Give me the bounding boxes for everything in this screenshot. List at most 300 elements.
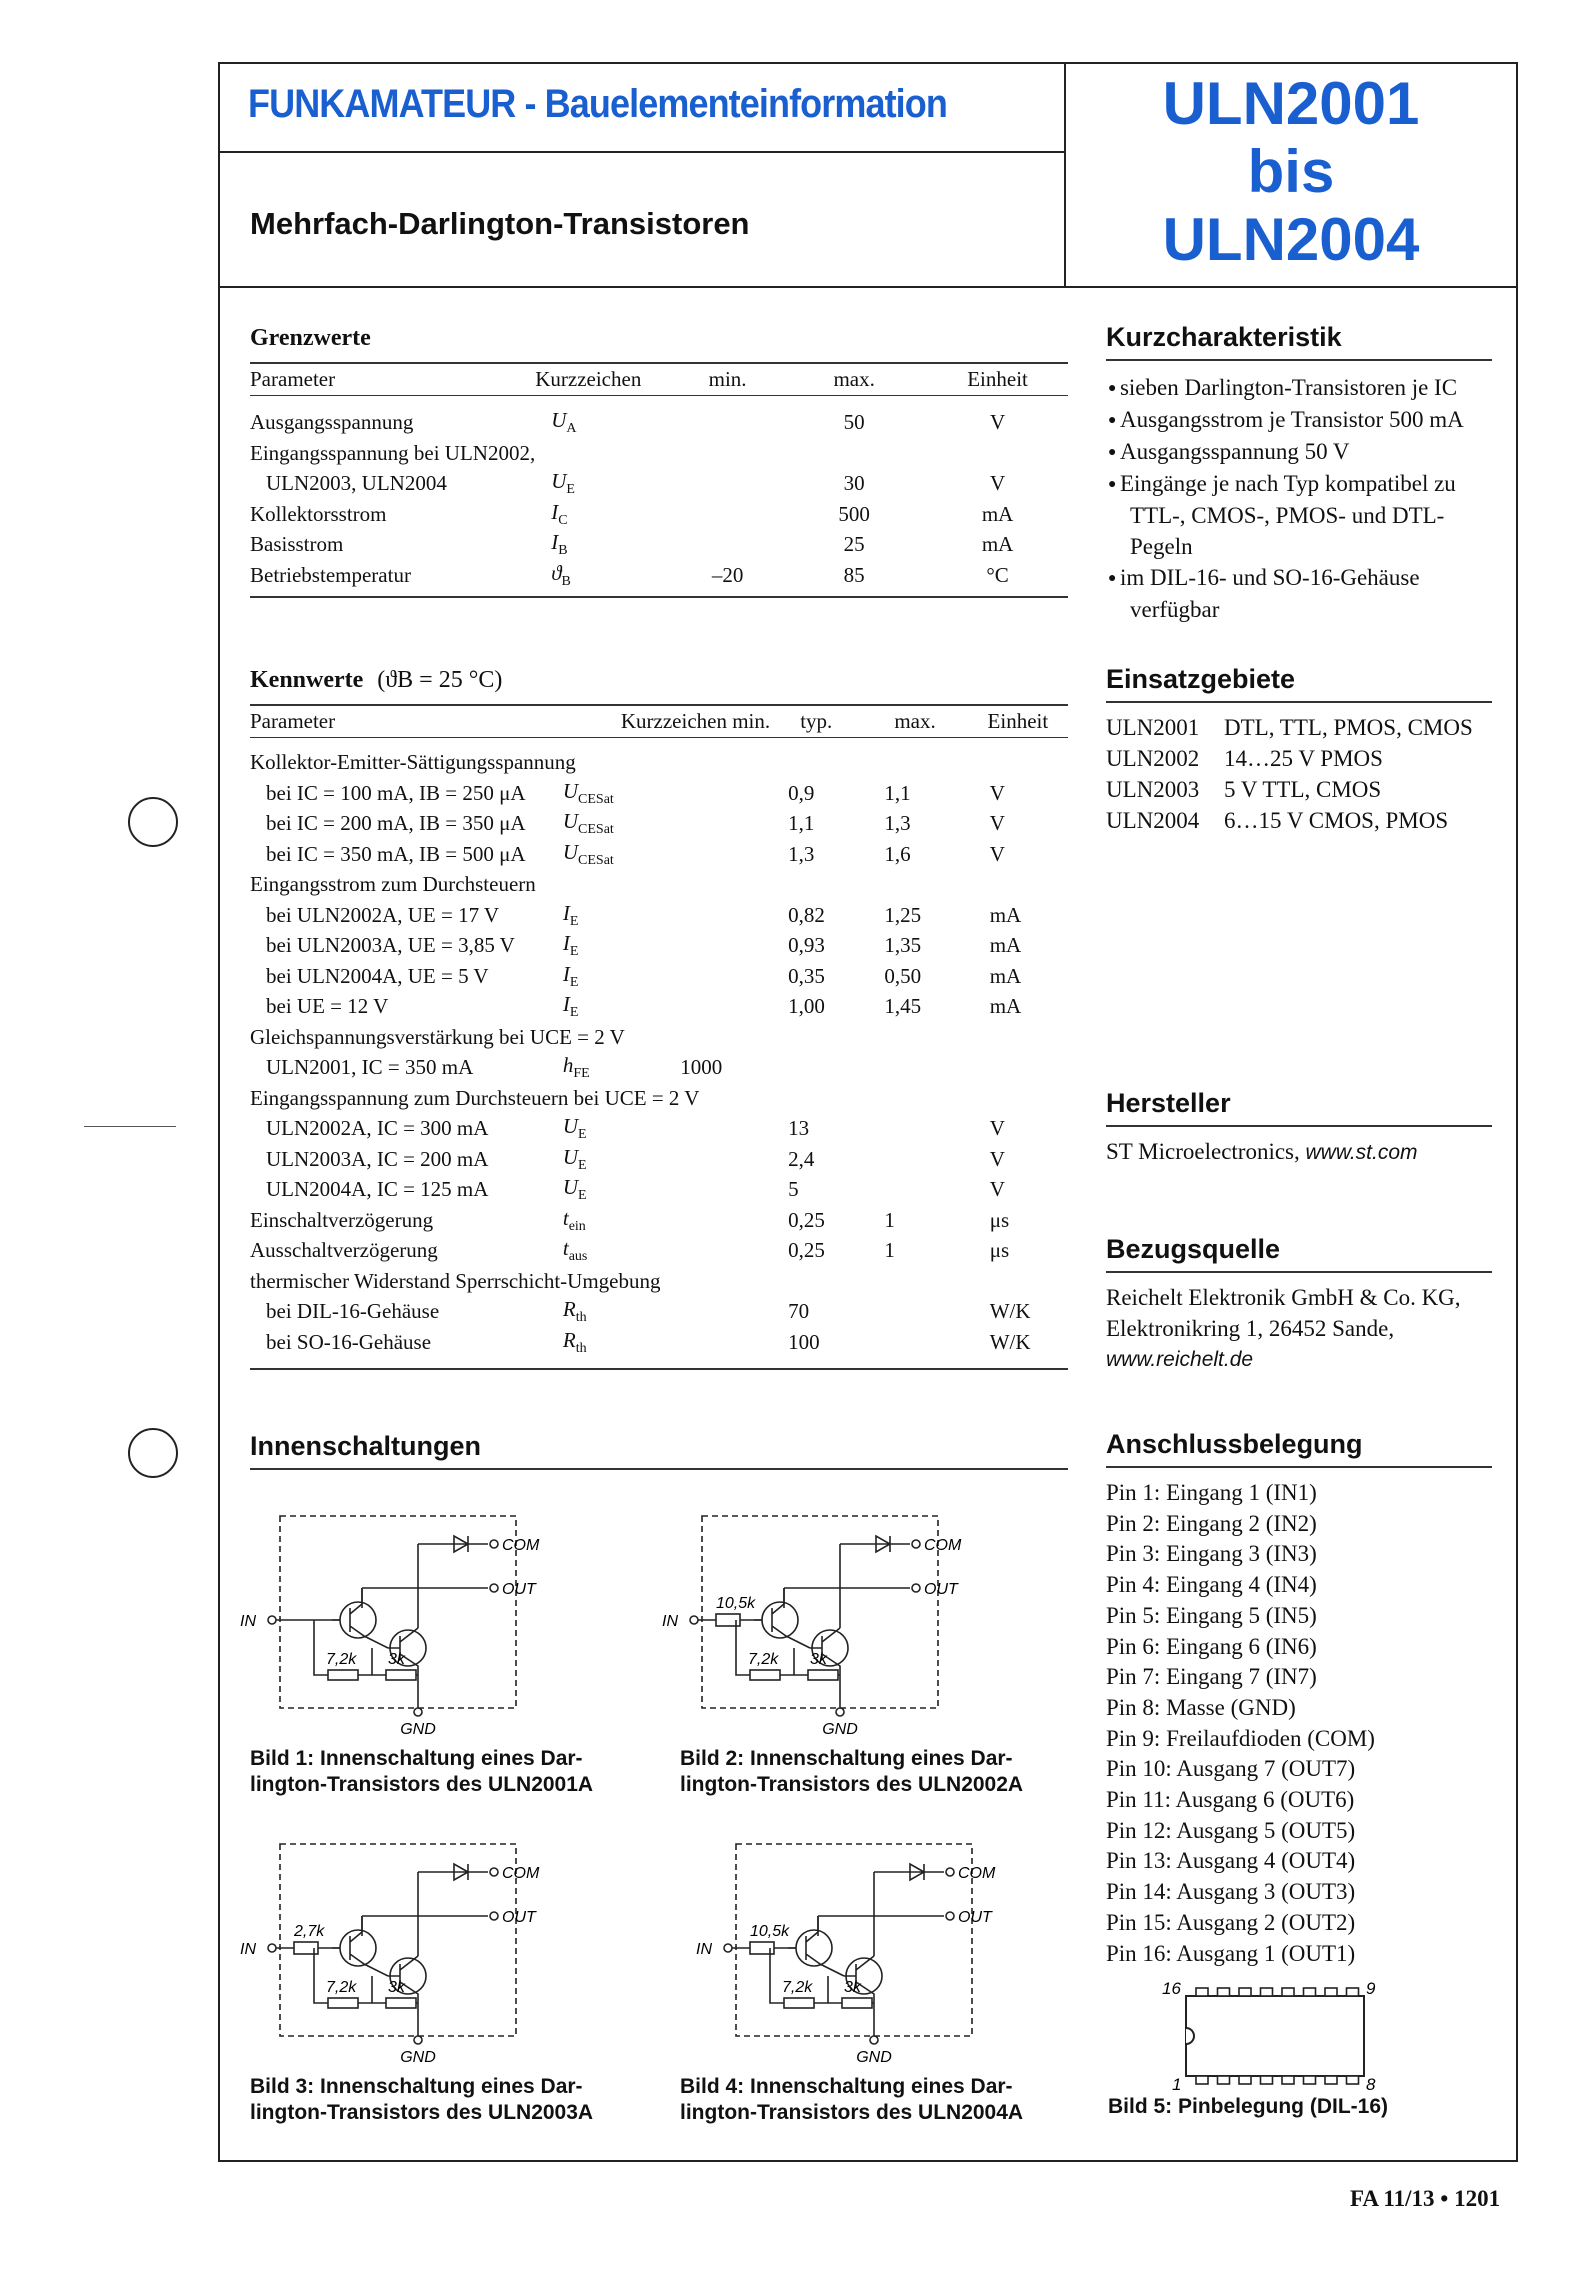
kennwerte-row (250, 1175, 1068, 1206)
bezugsquelle-line-1: Reichelt Elektronik GmbH & Co. KG, (1106, 1285, 1461, 1310)
circuit-boundary (702, 1516, 938, 1708)
unit-cell: V (989, 410, 1006, 435)
symbol-subscript: E (569, 913, 579, 929)
grenzwerte-title: Grenzwerte (250, 325, 371, 351)
gnd-label: GND (856, 2049, 892, 2066)
gnd-label: GND (400, 1721, 436, 1738)
symbol: U (562, 1144, 579, 1169)
binder-mark (84, 1126, 176, 1127)
max-cell (781, 438, 927, 469)
resistor-7k2-icon (784, 1998, 814, 2008)
symbol-subscript: ein (568, 1218, 586, 1234)
pin-list (1106, 1478, 1506, 1969)
symbol: U (562, 1114, 579, 1139)
einsatzgebiete-rule (1106, 701, 1492, 703)
typ-cell: 0,35 (788, 963, 825, 988)
resistor-3k-label: 3k (388, 1979, 405, 1996)
einsatzgebiete-title: Einsatzgebiete (1106, 664, 1296, 694)
bezugsquelle-link[interactable]: www.reichelt.de (1106, 1348, 1254, 1371)
param-cell: bei DIL-16-Gehäuse (266, 1299, 440, 1324)
collector-wires (784, 1544, 910, 1628)
kennwerte-title: Kennwerte (250, 667, 364, 693)
symbol-cell (557, 1144, 632, 1175)
gnd-terminal-icon (414, 1708, 422, 1716)
bild-1-caption (250, 1746, 593, 1798)
min-cell: 1000 (680, 1055, 723, 1080)
min-cell: –20 (711, 562, 744, 587)
param-cell: Einschaltverzögerung (250, 1207, 434, 1232)
ic-pin (1282, 2076, 1294, 2084)
unit-cell: mA (989, 933, 1022, 958)
unit-cell: mA (989, 902, 1022, 927)
symbol-cell (535, 408, 674, 439)
resistor-3k-icon (386, 1998, 416, 2008)
circuit-schematic (696, 1836, 1034, 2066)
bild-2-caption (680, 1746, 1023, 1798)
kurzcharakteristik-item (1106, 562, 1506, 625)
collector-wires (362, 1544, 488, 1628)
kurzcharakteristik-item (1106, 372, 1506, 404)
resistor-7k2-label: 7,2k (782, 1979, 813, 1996)
kennwerte-row (250, 1053, 1068, 1084)
ic-label-8: 8 (1366, 2075, 1376, 2094)
symbol: R (562, 1327, 576, 1352)
kennwerte-row (250, 1266, 1068, 1297)
max-cell: 1 (884, 1238, 895, 1263)
max-cell: 500 (838, 501, 870, 526)
grenzwerte-row (250, 408, 1068, 439)
min-cell (632, 778, 770, 809)
pin-item: Pin 14: Ausgang 3 (OUT3) (1106, 1879, 1356, 1905)
caption-line-2: lington-Transistors des ULN2003A (250, 2101, 594, 2124)
innenschaltungen-title: Innenschaltungen (250, 1431, 482, 1461)
ic-pin (1239, 2076, 1251, 2084)
unit-cell: V (989, 1177, 1005, 1202)
einsatzgebiete-row (1106, 743, 1506, 774)
unit-cell: mA (981, 501, 1014, 526)
einsatz-part: ULN2003 (1106, 777, 1200, 802)
min-cell (632, 1144, 770, 1175)
typ-cell: 2,4 (788, 1146, 815, 1171)
grenzwerte-row (250, 438, 1068, 469)
symbol-cell (535, 469, 674, 500)
kennwerte-row (250, 809, 1068, 840)
resistor-7k2-label: 7,2k (326, 1651, 357, 1668)
ic-pin (1261, 2076, 1273, 2084)
part-line-3: ULN2004 (1162, 206, 1420, 273)
kurzcharakteristik-text: Eingänge je nach Typ kompatibel zu TTL-, CMOS-, PMOS- und DTL-Pegeln (1119, 471, 1456, 559)
symbol-cell (557, 1297, 632, 1328)
resistor-3k-icon (386, 1670, 416, 1680)
bezugsquelle-text (1106, 1282, 1506, 1375)
symbol-subscript: E (566, 482, 575, 498)
out-label: OUT (924, 1581, 958, 1598)
symbol: U (551, 469, 567, 494)
symbol: I (562, 900, 570, 925)
grenzwerte-bottom-rule (250, 596, 1068, 598)
param-cell: bei IC = 200 mA, IB = 350 μA (266, 811, 526, 836)
kennwerte-row (250, 961, 1068, 992)
part-line-2: bis (1247, 138, 1335, 205)
symbol-cell (557, 839, 632, 870)
symbol-subscript: CESat (578, 791, 614, 807)
kurzcharakteristik-rule (1106, 359, 1492, 361)
unit-cell: mA (989, 994, 1022, 1019)
circuit-boundary (736, 1844, 972, 2036)
ic-pin (1304, 1988, 1316, 1996)
grenzwerte-row (250, 560, 1068, 591)
pin-item: Pin 1: Eingang 1 (IN1) (1106, 1480, 1317, 1505)
resistor-3k-label: 3k (388, 1651, 405, 1668)
max-cell: 0,50 (884, 963, 922, 988)
transistor-1-leads (772, 1588, 810, 1648)
circuit-lines (690, 1516, 938, 1716)
kurzcharakteristik-text: sieben Darlington-Transistoren je IC (1119, 375, 1458, 400)
kurzcharakteristik-text: Ausgangsstrom je Transistor 500 mA (1119, 407, 1464, 432)
min-cell (632, 1297, 770, 1328)
kurzcharakteristik-text: Ausgangsspannung 50 V (1119, 439, 1350, 464)
header-rule-2 (218, 286, 1518, 288)
min-cell (632, 961, 770, 992)
max-cell: 1,6 (884, 841, 911, 866)
column-header: Einheit (968, 706, 1068, 737)
kurzcharakteristik-item (1106, 468, 1506, 562)
max-cell (862, 1114, 967, 1145)
symbol-subscript: CESat (578, 852, 614, 868)
out-terminal-icon (912, 1584, 920, 1592)
in-terminal-icon (724, 1944, 732, 1952)
symbol-subscript: B (558, 543, 568, 559)
einsatz-part: ULN2004 (1106, 808, 1200, 833)
max-cell: 25 (843, 532, 865, 557)
grenzwerte-row (250, 499, 1068, 530)
kennwerte-row (250, 1236, 1068, 1267)
symbol-subscript: B (561, 573, 571, 589)
max-cell: 50 (843, 410, 865, 435)
com-label: COM (924, 1537, 962, 1554)
transistor-1-leads (350, 1916, 388, 1976)
param-cell: bei UE = 12 V (266, 994, 389, 1019)
symbol: ϑ (551, 560, 562, 585)
symbol-cell (557, 1205, 632, 1236)
column-header: Kurzzeichen (535, 364, 674, 395)
max-cell (862, 1297, 967, 1328)
kennwerte-row (250, 992, 1068, 1023)
pin-item: Pin 5: Eingang 5 (IN5) (1106, 1602, 1317, 1628)
column-header: max. (781, 364, 927, 395)
ic-notch (1186, 2028, 1194, 2044)
unit-cell (927, 438, 1068, 469)
min-cell (632, 1327, 770, 1358)
ic-label-9: 9 (1366, 1979, 1376, 1998)
param-cell: Ausgangsspannung (250, 410, 414, 435)
grenzwerte-header-row (250, 364, 1068, 395)
anschlussbelegung-title: Anschlussbelegung (1106, 1429, 1363, 1459)
min-cell (632, 1114, 770, 1145)
typ-cell: 5 (788, 1177, 799, 1202)
symbol-cell (557, 900, 632, 931)
kennwerte-row (250, 1022, 1068, 1053)
kennwerte-row (250, 748, 1068, 779)
page-footer: FA 11/13 • 1201 (1350, 2186, 1501, 2211)
typ-cell: 0,93 (788, 933, 825, 958)
symbol: I (562, 992, 570, 1017)
param-cell: bei IC = 100 mA, IB = 250 μA (266, 780, 526, 805)
symbol: U (562, 778, 579, 803)
symbol-cell (535, 438, 674, 469)
column-header: max. (862, 706, 967, 737)
einsatzgebiete-row (1106, 774, 1506, 805)
input-resistor-label: 2,7k (294, 1923, 325, 1940)
param-cell: Betriebstemperatur (250, 562, 411, 587)
bezugsquelle-line-2: Elektronikring 1, 26452 Sande, (1106, 1316, 1395, 1341)
caption-line-1: Bild 4: Innenschaltung eines Dar- (680, 2075, 1013, 2098)
dil16-package (1160, 1976, 1380, 2096)
symbol: R (562, 1297, 576, 1322)
hersteller-link[interactable]: www.st.com (1305, 1141, 1418, 1164)
unit-cell: mA (989, 963, 1022, 988)
bezugsquelle-rule (1106, 1271, 1492, 1273)
symbol-subscript: A (566, 421, 577, 437)
unit-cell: μs (989, 1238, 1010, 1263)
symbol-cell (535, 530, 674, 561)
symbol: h (562, 1053, 574, 1078)
spacer-cell (250, 737, 557, 748)
in-label: IN (696, 1941, 712, 1958)
min-cell (674, 530, 781, 561)
symbol-cell (557, 1327, 632, 1358)
circuit-1 (240, 1508, 578, 1743)
einsatz-part: ULN2001 (1106, 715, 1200, 740)
gnd-label: GND (400, 2049, 436, 2066)
pin-item: Pin 4: Eingang 4 (IN4) (1106, 1572, 1317, 1598)
symbol-cell (557, 809, 632, 840)
ic-label-16: 16 (1162, 1979, 1181, 1998)
typ-cell: 0,25 (788, 1238, 825, 1263)
min-cell (674, 469, 781, 500)
com-terminal-icon (490, 1540, 498, 1548)
pin-item: Pin 13: Ausgang 4 (OUT4) (1106, 1848, 1356, 1874)
unit-cell: V (989, 1116, 1005, 1141)
einsatzgebiete-list (1106, 712, 1506, 836)
pin-item: Pin 8: Masse (GND) (1106, 1694, 1296, 1720)
symbol-subscript: E (578, 1127, 587, 1143)
unit-cell: V (989, 780, 1005, 805)
param-cell: Eingangsstrom zum Durchsteuern (250, 872, 536, 897)
gnd-terminal-icon (414, 2036, 422, 2044)
symbol: t (562, 1236, 569, 1261)
min-cell (632, 1175, 770, 1206)
input-resistor-label: 10,5k (750, 1923, 790, 1940)
symbol-cell (557, 961, 632, 992)
symbol: t (562, 1205, 569, 1230)
pin-item: Pin 9: Freilaufdioden (COM) (1106, 1725, 1375, 1751)
circuit-schematic (240, 1836, 578, 2066)
gnd-terminal-icon (836, 1708, 844, 1716)
resistor-7k2-label: 7,2k (748, 1651, 779, 1668)
ic-pin (1261, 1988, 1273, 1996)
circuit-lines (268, 1516, 516, 1716)
com-terminal-icon (946, 1868, 954, 1876)
resistor-7k2-icon (750, 1670, 780, 1680)
in-terminal-icon (268, 1616, 276, 1624)
einsatzgebiete-row (1106, 712, 1506, 743)
einsatz-part: ULN2002 (1106, 746, 1200, 771)
ic-pin (1325, 2076, 1337, 2084)
symbol-subscript: E (569, 1005, 579, 1021)
unit-cell: V (989, 811, 1005, 836)
com-label: COM (502, 1865, 540, 1882)
param-cell: ULN2003, ULN2004 (266, 471, 447, 496)
param-cell: Eingangsspannung bei ULN2002, (250, 440, 536, 465)
resistor-3k-label: 3k (810, 1651, 827, 1668)
column-header: Parameter (250, 364, 535, 395)
param-cell: bei ULN2003A, UE = 3,85 V (266, 933, 515, 958)
max-cell: 85 (843, 562, 865, 587)
column-header: typ. (770, 706, 862, 737)
caption-line-1: Bild 2: Innenschaltung eines Dar- (680, 1747, 1013, 1770)
in-label: IN (240, 1941, 256, 1958)
symbol-cell (557, 992, 632, 1023)
bullet-icon: ● (1108, 413, 1120, 428)
param-cell: thermischer Widerstand Sperrschicht-Umgebung (250, 1268, 661, 1293)
bezugsquelle-title: Bezugsquelle (1106, 1234, 1281, 1264)
kennwerte-row (250, 1205, 1068, 1236)
pin-item: Pin 2: Eingang 2 (IN2) (1106, 1510, 1317, 1536)
param-cell: Eingangsspannung zum Durchsteuern bei UCE = 2 V (250, 1085, 700, 1110)
ic-pin (1347, 2076, 1359, 2084)
unit-cell: W/K (989, 1299, 1031, 1324)
param-cell: ULN2004A, IC = 125 mA (266, 1177, 489, 1202)
symbol-subscript: FE (573, 1066, 590, 1082)
out-label: OUT (502, 1581, 536, 1598)
min-cell (632, 931, 770, 962)
resistor-3k-label: 3k (844, 1979, 861, 1996)
grenzwerte-row (250, 469, 1068, 500)
kennwerte-table (250, 706, 1068, 1358)
symbol: U (562, 809, 579, 834)
pin-item: Pin 10: Ausgang 7 (OUT7) (1106, 1756, 1356, 1782)
circuit-boundary (280, 1844, 516, 2036)
symbol-subscript: E (578, 1157, 587, 1173)
max-cell (862, 1053, 967, 1084)
circuit-2 (662, 1508, 1000, 1743)
hersteller-text (1106, 1136, 1506, 1168)
unit-cell: μs (989, 1207, 1010, 1232)
symbol-cell (557, 931, 632, 962)
bullet-icon: ● (1108, 381, 1120, 396)
param-cell: bei SO-16-Gehäuse (266, 1329, 432, 1354)
kennwerte-row (250, 1083, 1068, 1114)
symbol-subscript: th (575, 1340, 587, 1356)
com-terminal-icon (490, 1868, 498, 1876)
param-cell: Kollektorsstrom (250, 501, 387, 526)
einsatz-use: 14…25 V PMOS (1224, 746, 1383, 771)
caption-line-2: lington-Transistors des ULN2002A (680, 1773, 1024, 1796)
pin-item: Pin 3: Eingang 3 (IN3) (1106, 1541, 1317, 1567)
gnd-terminal-icon (870, 2036, 878, 2044)
kennwerte-row (250, 778, 1068, 809)
ic-pins-bottom (1196, 2076, 1359, 2084)
out-label: OUT (502, 1909, 536, 1926)
max-cell: 1,3 (884, 811, 911, 836)
typ-cell: 13 (788, 1116, 810, 1141)
symbol-cell (557, 1053, 632, 1084)
symbol-subscript: CESat (578, 822, 614, 838)
kurzcharakteristik-item (1106, 436, 1506, 468)
typ-cell: 0,82 (788, 902, 825, 927)
unit-cell: W/K (989, 1329, 1031, 1354)
kennwerte-row (250, 870, 1068, 901)
circuit-boundary (280, 1516, 516, 1708)
symbol-cell (557, 778, 632, 809)
hersteller-rule (1106, 1125, 1492, 1127)
in-label: IN (240, 1613, 256, 1630)
symbol-subscript: C (558, 512, 568, 528)
max-cell: 1,35 (884, 933, 922, 958)
einsatz-use: 5 V TTL, CMOS (1224, 777, 1382, 802)
pin-item: Pin 7: Eingang 7 (IN7) (1106, 1664, 1317, 1690)
kennwerte-row (250, 1297, 1068, 1328)
typ-cell: 1,00 (788, 994, 825, 1019)
kennwerte-row (250, 839, 1068, 870)
unit-cell: mA (981, 532, 1014, 557)
out-terminal-icon (490, 1912, 498, 1920)
caption-line-2: lington-Transistors des ULN2001A (250, 1773, 594, 1796)
symbol: I (562, 961, 570, 986)
ic-pin (1304, 2076, 1316, 2084)
in-terminal-icon (690, 1616, 698, 1624)
spacer-row (250, 395, 1068, 408)
resistor-3k-icon (842, 1998, 872, 2008)
symbol-cell (557, 1114, 632, 1145)
in-label: IN (662, 1613, 678, 1630)
out-label: OUT (958, 1909, 992, 1926)
kennwerte-header-row (250, 706, 1068, 737)
symbol-subscript: th (575, 1310, 587, 1326)
transistor-1-leads (350, 1588, 388, 1648)
column-header: Parameter (250, 706, 557, 737)
min-cell (632, 900, 770, 931)
kennwerte-row (250, 900, 1068, 931)
typ-cell (770, 1053, 862, 1084)
symbol-cell (535, 560, 674, 591)
param-cell: bei ULN2002A, UE = 17 V (266, 902, 500, 927)
kurzcharakteristik-title: Kurzcharakteristik (1106, 322, 1342, 352)
bullet-icon: ● (1108, 571, 1120, 586)
typ-cell: 70 (788, 1299, 810, 1324)
max-cell (862, 1175, 967, 1206)
kennwerte-title-row (250, 667, 502, 694)
ic-pin (1218, 2076, 1230, 2084)
param-cell: ULN2003A, IC = 200 mA (266, 1146, 489, 1171)
out-terminal-icon (490, 1584, 498, 1592)
pin-item: Pin 12: Ausgang 5 (OUT5) (1106, 1817, 1356, 1843)
max-cell: 1,1 (884, 780, 911, 805)
anschlussbelegung-rule (1106, 1466, 1492, 1468)
kurzcharakteristik-text: im DIL-16- und SO-16-Gehäuse verfügbar (1119, 565, 1420, 622)
in-terminal-icon (268, 1944, 276, 1952)
circuit-lines (724, 1844, 972, 2044)
pin-item: Pin 11: Ausgang 6 (OUT6) (1106, 1787, 1355, 1813)
circuit-schematic (662, 1508, 1000, 1738)
resistor-7k2-label: 7,2k (326, 1979, 357, 1996)
unit-cell (968, 1053, 1068, 1084)
typ-cell: 0,25 (788, 1207, 825, 1232)
gnd-label: GND (822, 1721, 858, 1738)
param-cell: bei IC = 350 mA, IB = 500 μA (266, 841, 526, 866)
kennwerte-row (250, 1327, 1068, 1358)
